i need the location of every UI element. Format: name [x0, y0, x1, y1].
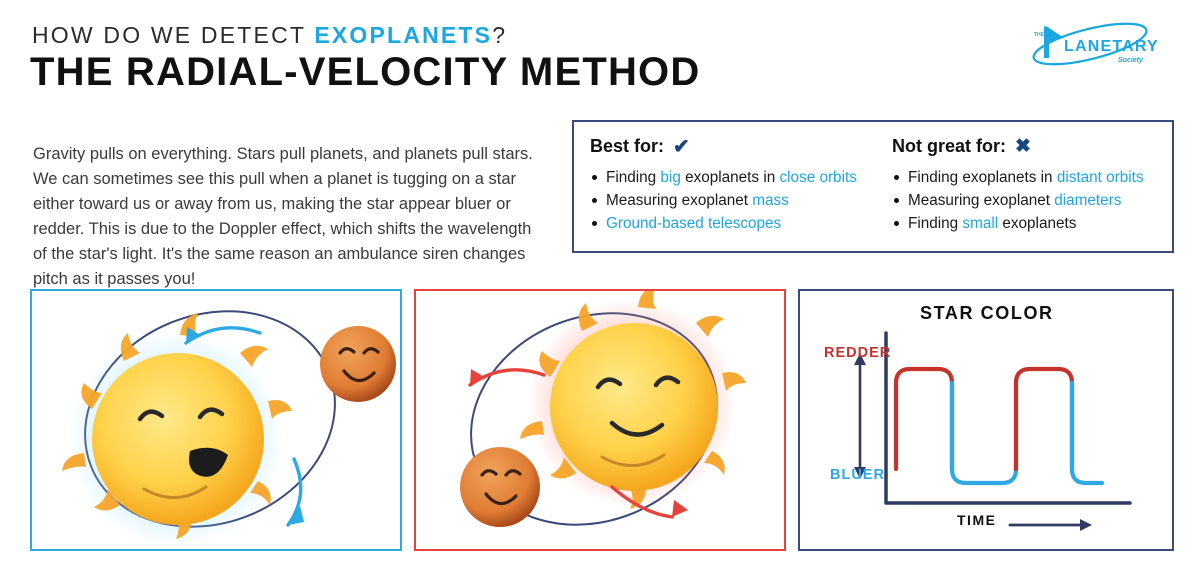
planetary-society-logo: [1018, 18, 1176, 70]
svg-text:Society: Society: [1118, 57, 1143, 64]
highlight-text: Ground-based telescopes: [606, 215, 782, 232]
best-for-list: [590, 166, 890, 235]
not-great-for-list: [892, 166, 1164, 235]
plain-text: Measuring exoplanet: [908, 192, 1055, 209]
not-great-for-heading: [892, 136, 1164, 157]
chart-x-label: TIME: [957, 512, 997, 528]
plain-text: exoplanets: [998, 215, 1077, 232]
chart-title: STAR COLOR: [920, 303, 1054, 323]
best-for-heading: [590, 136, 890, 157]
not-great-for-label: Not great for:: [892, 136, 1006, 156]
eyebrow-highlight: EXOPLANETS: [314, 22, 493, 48]
cross-icon: ✖: [1015, 136, 1031, 157]
not-great-for-item: [892, 212, 1164, 235]
highlight-text: diameters: [1054, 192, 1122, 209]
chart-y-bottom-label: BLUER: [830, 467, 885, 483]
page-title: THE RADIAL-VELOCITY METHOD: [30, 50, 701, 94]
best-for-item: [590, 212, 890, 235]
star-tugged-away-illustration: [414, 289, 786, 551]
plain-text: Finding: [908, 215, 963, 232]
chart-y-top-label: REDDER: [824, 345, 892, 361]
not-great-for-item: [892, 166, 1164, 189]
highlight-text: small: [962, 215, 999, 232]
highlight-text: big: [660, 169, 681, 186]
highlight-text: distant orbits: [1056, 169, 1144, 186]
best-for-item: [590, 189, 890, 212]
highlight-text: close orbits: [779, 169, 857, 186]
highlight-text: mass: [752, 192, 789, 209]
check-icon: ✔: [673, 135, 690, 158]
eyebrow-prefix: HOW DO WE DETECT: [32, 22, 315, 48]
eyebrow-suffix: ?: [492, 22, 508, 48]
star-color-chart-svg: [800, 291, 1172, 549]
best-for-label: Best for:: [590, 136, 665, 156]
best-for-column: [590, 136, 890, 235]
page-eyebrow: [32, 22, 507, 49]
plain-text: Finding: [606, 169, 661, 186]
best-for-item: [590, 166, 890, 189]
intro-paragraph: Gravity pulls on everything. Stars pull planets, and planets pull stars. We can sometimes see this pull when a planet is tugging on a star either toward us or away from us, making the star appear bluer or redder. This is due to the Doppler effect, which shifts the wavelength of the star's light. It's the same reason an ambulance siren changes pitch as it passes you!: [33, 144, 533, 288]
plain-text: Finding exoplanets in: [908, 169, 1057, 186]
svg-text:THE: THE: [1034, 32, 1044, 38]
plain-text: Measuring exoplanet: [606, 192, 753, 209]
best-and-not-great-box: [572, 120, 1174, 253]
not-great-for-item: [892, 189, 1164, 212]
not-great-for-column: [892, 136, 1164, 235]
plain-text: exoplanets in: [680, 169, 780, 186]
svg-text:LANETARY: LANETARY: [1064, 38, 1159, 55]
star-tugged-toward-us-illustration: [30, 289, 402, 551]
